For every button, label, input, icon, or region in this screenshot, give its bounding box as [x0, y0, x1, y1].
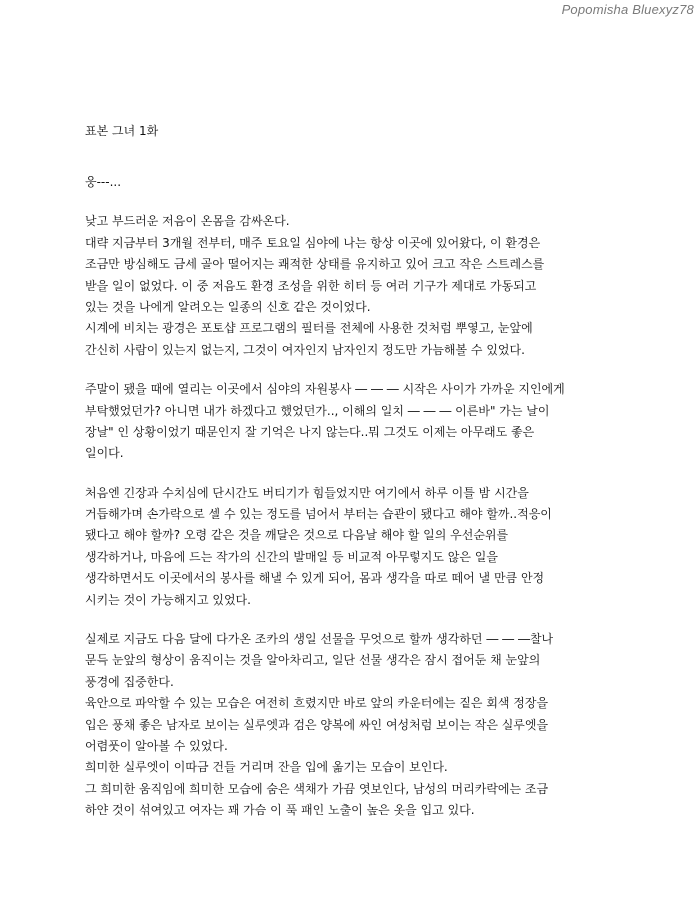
text-line: 장날" 인 상황이었기 때문인지 잘 기억은 나지 않는다..뭐 그것도 이제는 아무래도 좋은 — [85, 424, 535, 439]
paragraph — [85, 629, 645, 822]
text-line: 일이다. — [85, 446, 124, 461]
text-line: 하얀 것이 섞여있고 여자는 꽤 가슴 이 푹 패인 노출이 높은 옷을 입고 있다. — [85, 803, 475, 818]
text-line: 생각하면서도 이곳에서의 봉사를 해낼 수 있게 되어, 몸과 생각을 따로 떼어 낼 만큼 안정 — [85, 571, 545, 586]
text-line: 시계에 비치는 광경은 포토샵 프로그램의 필터를 전체에 사용한 것처럼 뿌옇고, 눈앞에 — [85, 321, 533, 336]
paragraph — [85, 211, 645, 361]
paragraph — [85, 483, 645, 611]
text-line: 주말이 됐을 때에 열리는 이곳에서 심야의 자원봉사 ― ― ― 시작은 사이가 가까운 지인에게 — [85, 382, 565, 397]
watermark: Popomisha Bluexyz78 — [561, 2, 694, 17]
text-line: 육안으로 파악할 수 있는 모습은 여전히 흐렸지만 바로 앞의 카운터에는 짙은 회색 정장을 — [85, 696, 549, 711]
text-line: 조금만 방심해도 금세 골아 떨어지는 쾌적한 상태를 유지하고 있어 크고 작은 스트레스를 — [85, 257, 545, 272]
text-line: 실제로 지금도 다음 달에 다가온 조카의 생일 선물을 무엇으로 할까 생각하던 ― ― ―찰나 — [85, 632, 554, 647]
text-line: 입은 풍채 좋은 남자로 보이는 실루엣과 검은 양복에 싸인 여성처럼 보이는 작은 실루엣을 — [85, 717, 549, 732]
chapter-title: 표본 그녀 1화 — [85, 124, 159, 138]
text-line: 희미한 실루엣이 이따금 건들 거리며 잔을 입에 옮기는 모습이 보인다. — [85, 760, 448, 775]
text-line: 낮고 부드러운 저음이 온몸을 감싸온다. — [85, 214, 290, 229]
text-line: 풍경에 집중한다. — [85, 674, 174, 689]
text-line: 됐다고 해야 할까? 오령 같은 것을 깨달은 것으로 다음날 해야 할 일의 우선순위를 — [85, 528, 509, 543]
text-line: 거듭해가며 손가락으로 셀 수 있는 정도를 넘어서 부터는 습관이 됐다고 해야 할까..적응이 — [85, 507, 552, 522]
text-line: 웅---... — [85, 175, 122, 189]
text-line: 어렴풋이 알아볼 수 있었다. — [85, 738, 228, 753]
text-line: 간신히 사람이 있는지 없는지, 그것이 여자인지 남자인지 정도만 가늠해볼 수 있었다. — [85, 342, 525, 357]
document-page — [85, 120, 645, 840]
text-line: 시키는 것이 가능해지고 있었다. — [85, 592, 251, 607]
text-line: 그 희미한 움직임에 희미한 모습에 숨은 색채가 가끔 엿보인다, 남성의 머리카락에는 조금 — [85, 781, 549, 796]
body-text — [85, 172, 645, 822]
text-line: 부탁했었던가? 아니면 내가 하겠다고 했었던가.., 이해의 일치 ― ― ― 이른바" 가는 날이 — [85, 403, 550, 418]
text-line: 문득 눈앞의 형상이 움직이는 것을 알아차리고, 일단 선물 생각은 잠시 접어둔 채 눈앞의 — [85, 653, 541, 668]
text-line: 받을 일이 없었다. 이 중 저음도 환경 조성을 위한 히터 등 여러 기구가 제대로 가동되고 — [85, 278, 537, 293]
text-line: 처음엔 긴장과 수치심에 단시간도 버티기가 힘들었지만 여기에서 하루 이틀 밤 시간을 — [85, 485, 529, 500]
paragraph — [85, 379, 645, 465]
text-line: 대략 지금부터 3개월 전부터, 매주 토요일 심야에 나는 항상 이곳에 있어왔다, 이 환경은 — [85, 235, 541, 250]
paragraph — [85, 172, 645, 193]
text-line: 있는 것을 나에게 알려오는 일종의 신호 같은 것이었다. — [85, 299, 371, 314]
text-line: 생각하거나, 마음에 드는 작가의 신간의 발매일 등 비교적 아무렇지도 않은 일을 — [85, 549, 498, 564]
